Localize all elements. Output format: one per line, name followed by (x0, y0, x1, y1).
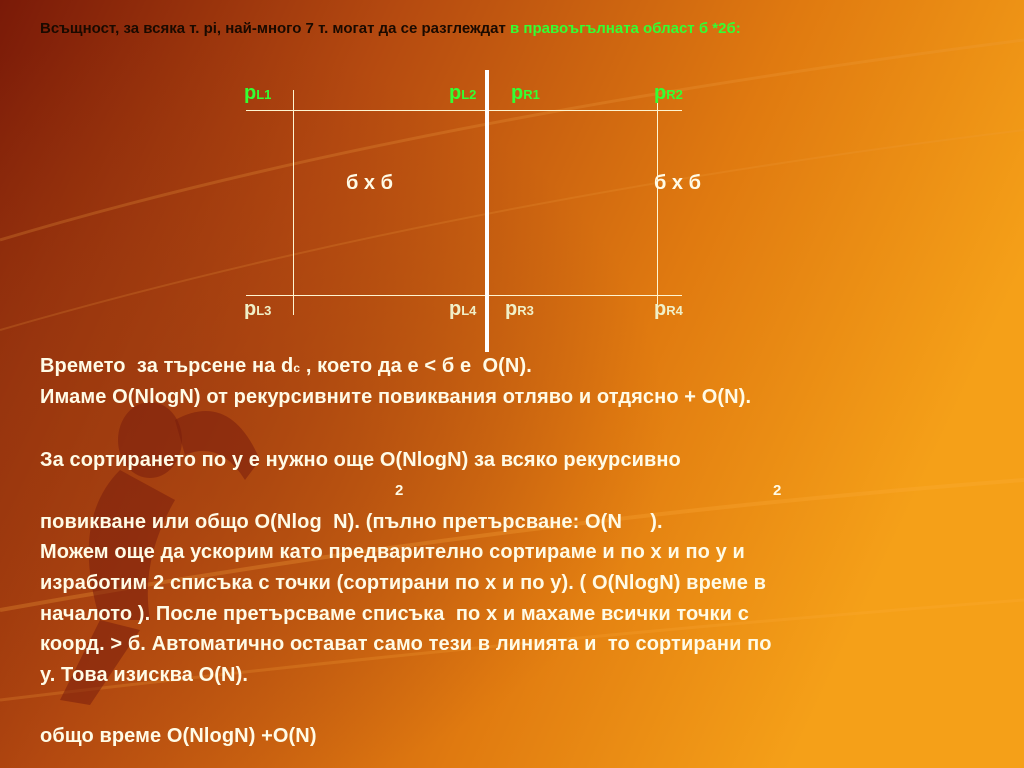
label-pL2: pL2 (449, 82, 477, 104)
text-line-9: y. Това изисква O(N). (40, 664, 248, 686)
grid-line-right (657, 90, 658, 315)
text-line-3: За сортирането по y е нужно още O(NlogN) за всяко рекурсивно (40, 449, 681, 471)
text-line-10: общо време O(NlogN) +O(N) (40, 725, 317, 747)
label-pR2: pR2 (654, 82, 683, 104)
superscript-2: 2 (773, 482, 782, 499)
grid-line-left (293, 90, 294, 315)
box-right-label: б x б (654, 172, 701, 194)
text-line-7: началото ). После претърсваме списъка по x и махаме всички точки с (40, 603, 749, 625)
label-pR4: pR4 (654, 298, 683, 320)
label-pL4: pL4 (449, 298, 477, 320)
grid-line-top (246, 110, 682, 111)
dividing-line (485, 70, 489, 352)
grid-line-bottom (246, 295, 682, 296)
text-line-1: Времето за търсене на dc , което да е < б е O(N). (40, 355, 532, 377)
intro-highlight: в правоъгълната област б *2б: (510, 20, 741, 37)
box-left-label: б x б (346, 172, 393, 194)
text-line-8: коорд. > б. Автоматично остават само тези в линията и то сортирани по (40, 633, 772, 655)
label-pR1: pR1 (511, 82, 540, 104)
superscript-1: 2 (395, 482, 404, 499)
label-pL3: pL3 (244, 298, 272, 320)
text-line-4: повикване или общо O(Nlog N). (пълно претърсване: O(N ). (40, 511, 663, 533)
label-pR3: pR3 (505, 298, 534, 320)
label-pL1: pL1 (244, 82, 272, 104)
text-line-2: Имаме O(NlogN) от рекурсивните повиквания отляво и отдясно + O(N). (40, 386, 752, 408)
intro-text: Всъщност, за всяка т. pi, най-много 7 т. могат да се разглеждат в правоъгълната област б *2б: (40, 20, 741, 37)
text-line-6: изработим 2 списъка с точки (сортирани по x и по y). ( O(NlogN) време в (40, 572, 767, 594)
text-line-5: Можем още да ускорим като предварително сортираме и по x и по y и (40, 541, 745, 563)
